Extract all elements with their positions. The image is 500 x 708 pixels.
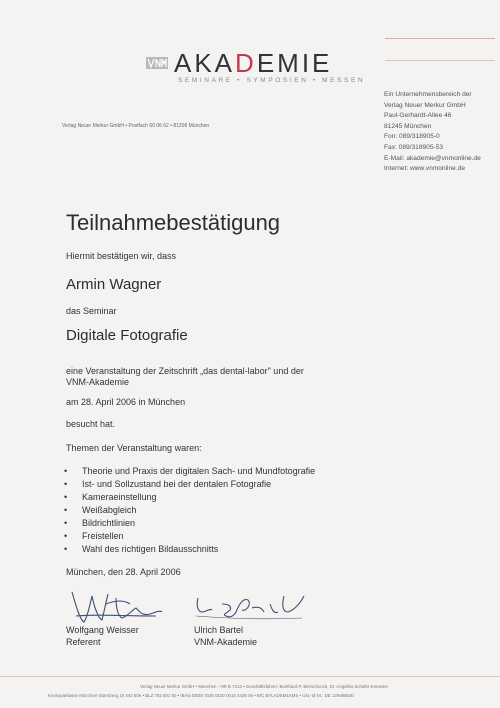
attended-text: besucht hat.: [66, 419, 116, 429]
footer-rule: [0, 676, 500, 677]
topics-list: [64, 465, 315, 556]
list-item: • Kameraeinstellung: [64, 492, 157, 502]
publisher-line: 81245 München: [384, 122, 432, 130]
signature-block-akademie: [194, 625, 257, 648]
publisher-line: Fax: 089/318905-53: [384, 143, 444, 151]
signature-bartel: [192, 590, 312, 624]
publisher-address-block: [384, 90, 481, 175]
list-item: • Bildrichtlinien: [64, 518, 136, 528]
event-line-2: VNM-Akademie: [66, 377, 130, 387]
list-item: • Theorie und Praxis der digitalen Sach- und Mundfotografie: [64, 466, 316, 476]
footer-line-1: Verlag Neuer Merkur GmbH • München - HR B 7413 • Geschäftsführer: Burkhard P. Bierschenck, Dr. Angelika Schafer-Kneesler: [140, 684, 389, 689]
akademie-logo: [140, 48, 366, 88]
logo-tagline: SEMINARE • SYMPOSIEN • MESSEN: [178, 77, 366, 84]
seminar-label: das Seminar: [66, 306, 117, 316]
seminar-title: Digitale Fotografie: [66, 327, 188, 344]
sender-address-line: Verlag Neuer Merkur GmbH • Postfach 60 06 62 • 81206 München: [62, 123, 210, 129]
topics-heading: Themen der Veranstaltung waren:: [66, 443, 202, 453]
list-item: • Freistellen: [64, 531, 124, 541]
date-line: am 28. April 2006 in München: [66, 397, 186, 407]
signature-block-referent: [66, 625, 139, 648]
publisher-line: Ein Unternehmensbereich der: [384, 91, 472, 98]
header-rule: [385, 38, 495, 39]
publisher-line: Internet: www.vnmonline.de: [384, 165, 465, 173]
certificate-title: Teilnahmebestätigung: [66, 210, 281, 235]
participant-name: Armin Wagner: [66, 276, 162, 293]
akademie-signer-name: Ulrich Bartel: [194, 625, 244, 635]
header-rule-2: [385, 60, 495, 61]
publisher-line: Fon: 089/318905-0: [384, 133, 440, 141]
list-item: • Wahl des richtigen Bildausschnitts: [64, 544, 219, 554]
referent-name: Wolfgang Weisser: [66, 625, 139, 635]
list-item: • Ist- und Sollzustand bei der dentalen Fotografie: [64, 479, 272, 489]
signature-weisser: [66, 586, 166, 628]
referent-role: Referent: [66, 636, 101, 647]
publisher-line: E-Mail: akademie@vnmonline.de: [384, 154, 481, 162]
intro-text: Hiermit bestätigen wir, dass: [66, 251, 177, 261]
publisher-line: Verlag Neuer Merkur GmbH: [384, 101, 466, 109]
footer-line-2: Kreissparkasse München-Starnberg 10 442 606 • BLZ 702 501 50 • IBAN DE65 7025 0150 0010 4426 06 • BIC BYLADEM1KMS • Ust.-Id Nr.: DE 129486530: [48, 693, 354, 698]
event-line-1: eine Veranstaltung der Zeitschrift „das dental-labor" und der: [66, 366, 304, 376]
logo-wordmark: AKADEMIE: [174, 48, 333, 78]
list-item: • Weißabgleich: [64, 505, 137, 515]
place-date: München, den 28. April 2006: [66, 567, 181, 577]
publisher-line: Paul-Gerhardt-Allee 46: [384, 112, 452, 120]
akademie-signer-role: VNM-Akademie: [194, 636, 258, 647]
vnm-logo-icon: [146, 57, 168, 69]
